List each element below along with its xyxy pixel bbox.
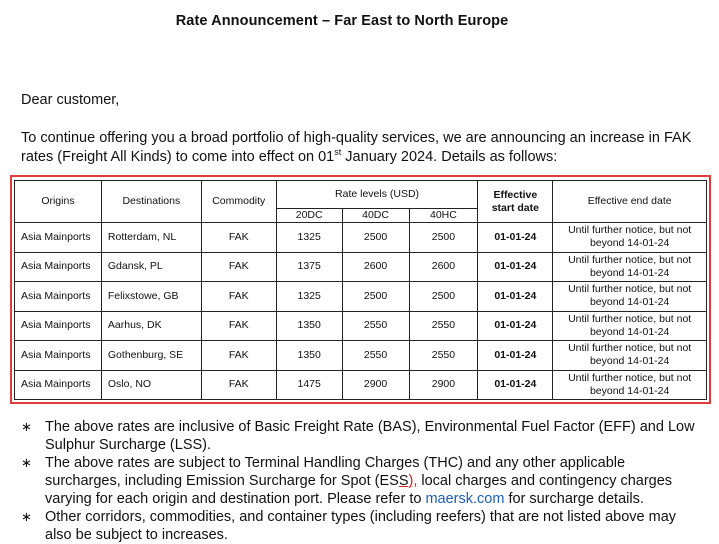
table-row [15,341,707,371]
header-commodity: Commodity [201,181,276,223]
header-rate-levels: Rate levels (USD) [276,181,478,209]
cell-end-date: Until further notice, but not beyond 14-01-24 [553,341,707,371]
bullet-asterisk-icon: ∗ [21,509,32,524]
table-row [15,370,707,400]
cell-rate-40hc: 2900 [409,370,478,400]
cell-rate-20dc: 1475 [276,370,342,400]
note-text: The above rates are inclusive of Basic Freight Rate (BAS), Environmental Fuel Factor (EFF) and Low Sulphur Surcharge (LSS). [45,419,695,453]
page-title: Rate Announcement – Far East to North Europe [175,13,509,29]
cell-rate-40dc: 2550 [342,311,409,341]
cell-destination: Aarhus, DK [101,311,201,341]
cell-rate-40dc: 2550 [342,341,409,371]
header-effective-start: Effective start date [478,181,553,223]
cell-start-date: 01-01-24 [478,341,553,371]
cell-rate-40hc: 2550 [409,341,478,371]
table-row [15,282,707,312]
cell-start-date: 01-01-24 [478,282,553,312]
greeting: Dear customer, [21,92,120,108]
header-20dc: 20DC [276,209,342,223]
note-text-part: The above rates are subject to Terminal Handling Charges (THC) and any other applicable surcharges, including Emission Surcharge for Spot (ES [45,455,626,489]
maersk-link[interactable]: maersk.com [425,491,505,507]
cell-rate-40hc: 2500 [409,223,478,253]
cell-end-date: Until further notice, but not beyond 14-01-24 [553,252,707,282]
cell-end-date: Until further notice, but not beyond 14-01-24 [553,370,707,400]
header-effective-end: Effective end date [553,181,707,223]
note-item [0,508,700,544]
cell-rate-40dc: 2500 [342,223,409,253]
note-text-part: local charges and contingency charges varying for each origin and destination port. Please refer to [45,473,673,507]
header-40hc: 40HC [409,209,478,223]
cell-destination: Gdansk, PL [101,252,201,282]
cell-start-date: 01-01-24 [478,370,553,400]
cell-rate-20dc: 1350 [276,341,342,371]
cell-origin: Asia Mainports [15,341,102,371]
cell-rate-40hc: 2600 [409,252,478,282]
cell-end-date: Until further notice, but not beyond 14-01-24 [553,223,707,253]
header-destinations: Destinations [101,181,201,223]
cell-destination: Rotterdam, NL [101,223,201,253]
intro-text-after: January 2024. Details as follows: [341,149,558,165]
note-item [0,418,700,454]
table-row [15,252,707,282]
cell-start-date: 01-01-24 [478,223,553,253]
rates-table [14,180,707,400]
note-text-underlined: S [398,473,409,489]
cell-origin: Asia Mainports [15,370,102,400]
cell-destination: Gothenburg, SE [101,341,201,371]
cell-start-date: 01-01-24 [478,252,553,282]
table-row [15,311,707,341]
cell-rate-20dc: 1325 [276,282,342,312]
cell-origin: Asia Mainports [15,282,102,312]
header-origins: Origins [15,181,102,223]
note-text: Other corridors, commodities, and container types (including reefers) that are not listed above may also be subject to increases. [45,509,677,543]
cell-rate-40hc: 2500 [409,282,478,312]
cell-rate-40dc: 2900 [342,370,409,400]
cell-commodity: FAK [201,282,276,312]
cell-rate-40dc: 2600 [342,252,409,282]
bullet-asterisk-icon: ∗ [21,419,32,434]
cell-end-date: Until further notice, but not beyond 14-01-24 [553,311,707,341]
intro-text-before: To continue offering you a broad portfolio of high-quality services, we are announcing an increase in FAK rates (Freight All Kinds) to come into effect on 01 [21,130,692,165]
notes-list [0,418,700,544]
cell-rate-40hc: 2550 [409,311,478,341]
cell-rate-20dc: 1325 [276,223,342,253]
cell-origin: Asia Mainports [15,223,102,253]
cell-rate-40dc: 2500 [342,282,409,312]
note-item [0,454,700,508]
intro-paragraph [21,129,701,167]
cell-destination: Felixstowe, GB [101,282,201,312]
bullet-asterisk-icon: ∗ [21,455,32,470]
table-row [15,223,707,253]
note-text-part: for surcharge details. [504,491,644,507]
cell-rate-20dc: 1375 [276,252,342,282]
cell-commodity: FAK [201,223,276,253]
cell-start-date: 01-01-24 [478,311,553,341]
note-text-flagged: ), [408,473,418,489]
cell-commodity: FAK [201,370,276,400]
header-40dc: 40DC [342,209,409,223]
cell-commodity: FAK [201,252,276,282]
cell-commodity: FAK [201,311,276,341]
cell-origin: Asia Mainports [15,311,102,341]
cell-rate-20dc: 1350 [276,311,342,341]
cell-end-date: Until further notice, but not beyond 14-01-24 [553,282,707,312]
cell-origin: Asia Mainports [15,252,102,282]
cell-commodity: FAK [201,341,276,371]
cell-destination: Oslo, NO [101,370,201,400]
intro-superscript: st [334,147,342,158]
